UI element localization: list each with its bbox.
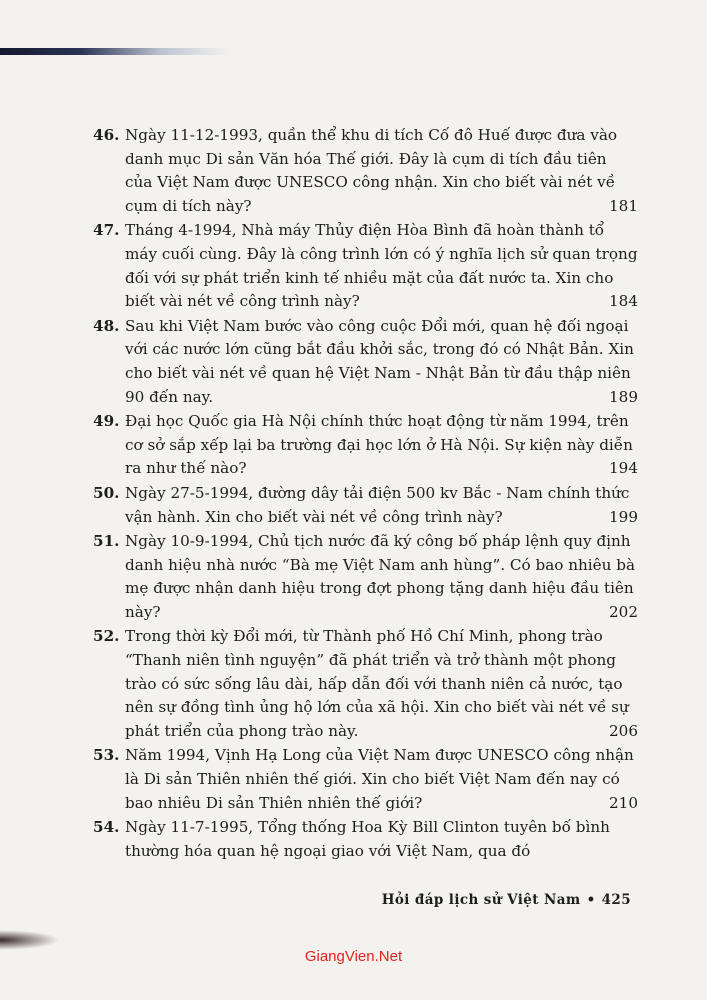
entry-number: 47. [93, 221, 120, 240]
entry-page-number: 181 [609, 196, 638, 215]
entry-page-number: 194 [609, 459, 638, 478]
scan-edge-mark [0, 48, 230, 55]
entry-text: Sau khi Việt Nam bước vào công cuộc Đổi mới, quan hệ đối ngoại với các nước lớn cũng bắt đầu khởi sắc, trong đó có Nhật Bản. Xin cho biết vài nét về quan hệ Việt Nam - Nhật Bản từ đầu thập niên 90 đến nay. [125, 316, 634, 406]
entry-number: 53. [93, 746, 120, 765]
entry-page-number: 206 [609, 721, 638, 740]
entry-text: Đại học Quốc gia Hà Nội chính thức hoạt động từ năm 1994, trên cơ sở sắp xếp lại ba trường đại học lớn ở Hà Nội. Sự kiện này diễn ra như thế nào? [125, 412, 633, 478]
entry-text: Ngày 10-9-1994, Chủ tịch nước đã ký công bố pháp lệnh quy định danh hiệu nhà nước “Bà mẹ Việt Nam anh hùng”. Có bao nhiêu bà mẹ được nhận danh hiệu trong đợt phong tặng danh hiệu đầu tiên này? [125, 532, 636, 621]
entry-number: 49. [93, 412, 120, 431]
footer-page-number: 425 [601, 892, 631, 908]
entry-page-number: 199 [609, 507, 638, 526]
watermark-text: GiangVien.Net [304, 948, 403, 965]
entry-number: 52. [93, 627, 120, 646]
toc-entry [93, 315, 638, 409]
entry-text: Ngày 11-12-1993, quần thể khu di tích Cố đô Huế được đưa vào danh mục Di sản Văn hóa Thế giới. Đây là cụm di tích đầu tiên của Việt Nam được UNESCO công nhận. Xin cho biết vài nét về cụm di tích này? [125, 126, 618, 215]
footer-book-title: Hỏi đáp lịch sử Việt Nam [381, 892, 581, 908]
toc-entry [93, 124, 638, 218]
entry-number: 51. [93, 532, 120, 551]
entry-page-number: 202 [609, 602, 638, 621]
entry-number: 50. [93, 483, 120, 502]
scan-edge-shadow [0, 930, 60, 950]
entry-page-number: 210 [609, 793, 638, 812]
entry-page-number: 184 [609, 292, 638, 311]
toc-entry [93, 625, 638, 743]
toc-entry [93, 410, 638, 481]
entry-text: Năm 1994, Vịnh Hạ Long của Việt Nam được UNESCO công nhận là Di sản Thiên nhiên thế giới. Xin cho biết Việt Nam đến nay có bao nhiêu Di sản Thiên nhiên thế giới? [125, 746, 634, 812]
entry-text: Trong thời kỳ Đổi mới, từ Thành phố Hồ Chí Minh, phong trào “Thanh niên tình nguyện” đã phát triển và trở thành một phong trào có sức sống lâu dài, hấp dẫn đối với thanh niên cả nước, tạo nên sự đồng tình ủng hộ lớn của xã hội. Xin cho biết vài nét về sự phát triển của phong trào này. [125, 627, 629, 740]
entry-text: Ngày 11-7-1995, Tổng thống Hoa Kỳ Bill Clinton tuyên bố bình thường hóa quan hệ ngoại giao với Việt Nam, qua đó [125, 818, 610, 860]
toc-entry [93, 530, 638, 624]
footer-separator: • [586, 892, 596, 908]
toc-entry [93, 744, 638, 815]
toc-entry [93, 482, 638, 529]
entry-page-number: 189 [609, 387, 638, 406]
page-footer [382, 892, 631, 908]
entry-number: 54. [93, 818, 120, 837]
entry-text: Tháng 4-1994, Nhà máy Thủy điện Hòa Bình đã hoàn thành tổ máy cuối cùng. Đây là công trình lớn có ý nghĩa lịch sử quan trọng đối với sự phát triển kinh tế nhiều mặt của đất nước ta. Xin cho biết vài nét về công trình này? [125, 221, 638, 311]
entry-number: 48. [93, 316, 120, 335]
entry-number: 46. [93, 126, 120, 144]
toc-entries [93, 124, 638, 864]
toc-entry [93, 219, 638, 313]
toc-entry [93, 816, 638, 863]
entry-text: Ngày 27-5-1994, đường dây tải điện 500 kv Bắc - Nam chính thức vận hành. Xin cho biết vài nét về công trình này? [125, 483, 630, 526]
